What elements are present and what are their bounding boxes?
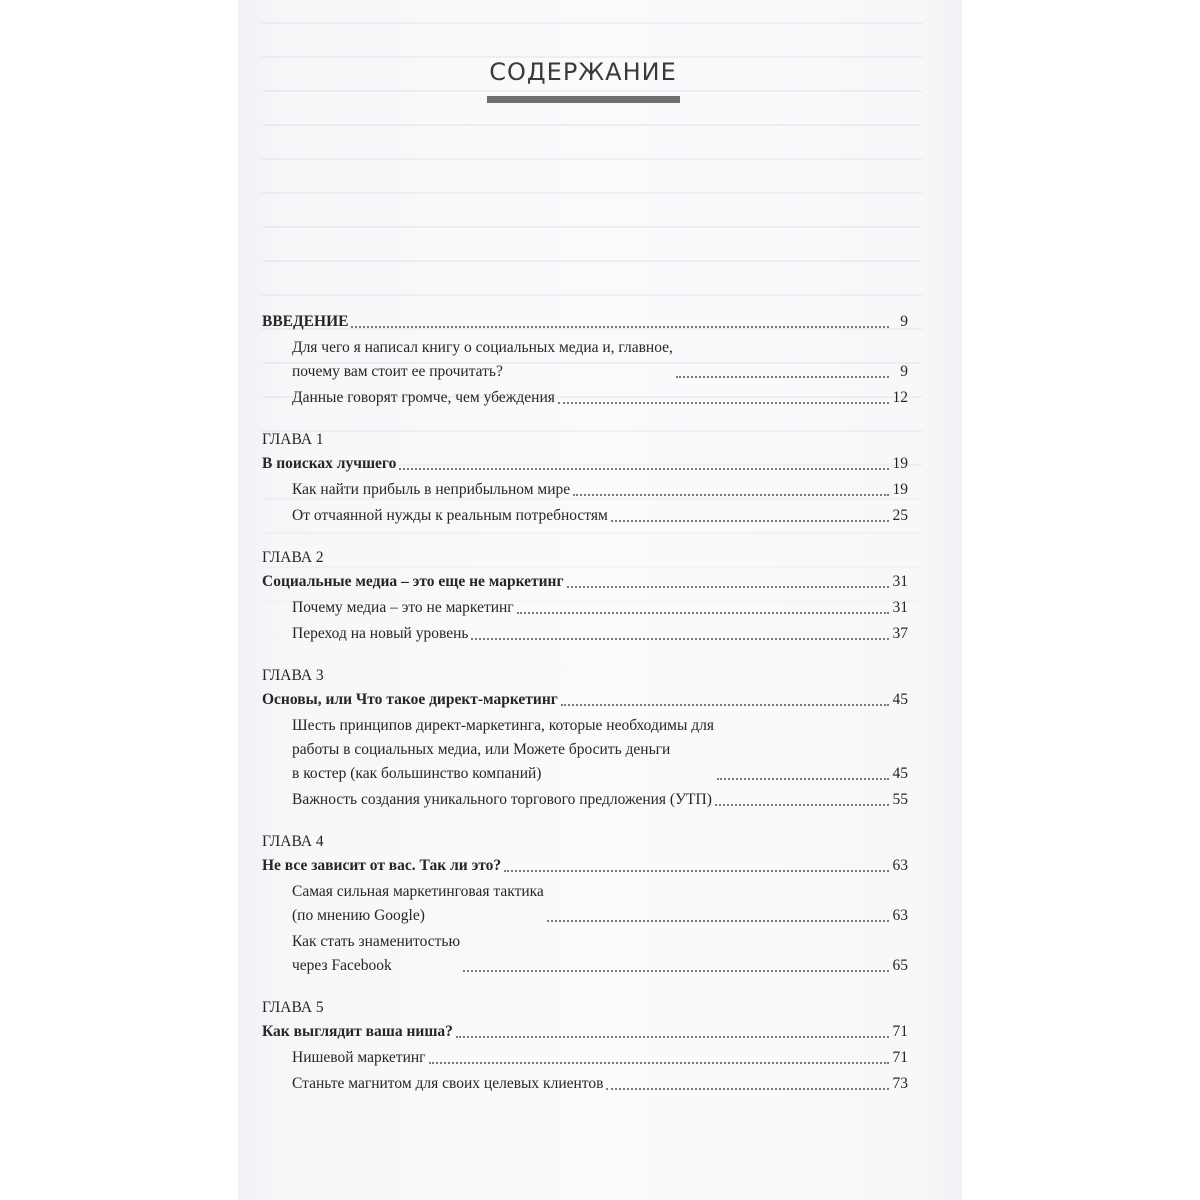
page-number: 71 — [892, 1023, 908, 1040]
toc-subentry — [262, 714, 908, 786]
toc-subentry-title: Для чего я написал книгу о социальных медиа и, главное, почему вам стоит ее прочитать? — [292, 339, 673, 380]
toc-entry-chapter — [262, 570, 908, 594]
dot-leader — [399, 468, 889, 470]
page-number: 65 — [892, 957, 908, 974]
toc-entry-title: ВВЕДЕНИЕ — [262, 313, 349, 330]
page-title: СОДЕРЖАНИЕ — [489, 58, 677, 86]
toc-subentry — [262, 880, 908, 928]
dot-leader — [463, 970, 889, 972]
toc-subentry — [262, 1072, 908, 1096]
page-number: 19 — [892, 455, 908, 472]
chapter-title: В поисках лучшего — [262, 455, 397, 472]
toc-subentry — [262, 622, 908, 646]
page-number: 37 — [892, 625, 908, 642]
toc-entry-chapter — [262, 452, 908, 476]
toc-subentry-title: Как стать знаменитостью через Facebook — [292, 933, 461, 974]
toc-subentry-title: Станьте магнитом для своих целевых клиентов — [292, 1075, 604, 1092]
chapter-label: ГЛАВА 5 — [262, 999, 324, 1016]
page-number: 63 — [892, 907, 908, 924]
toc-subentry-title: Почему медиа – это не маркетинг — [292, 599, 514, 616]
dot-leader — [611, 520, 889, 522]
toc-subentry-title: Важность создания уникального торгового предложения (УТП) — [292, 791, 712, 808]
page-number: 31 — [892, 573, 908, 590]
toc-subentry-title: Как найти прибыль в неприбыльном мире — [292, 481, 571, 498]
toc-entry-chapter — [262, 688, 908, 712]
page-number: 45 — [892, 691, 908, 708]
table-of-contents — [262, 310, 908, 1096]
chapter-label: ГЛАВА 4 — [262, 833, 324, 850]
page-number: 19 — [892, 481, 908, 498]
toc-subentry — [262, 1046, 908, 1070]
toc-subentry-title: Данные говорят громче, чем убеждения — [292, 389, 555, 406]
dot-leader — [547, 920, 889, 922]
chapter-label: ГЛАВА 3 — [262, 667, 324, 684]
toc-subentry-title: Самая сильная маркетинговая тактика (по мнению Google) — [292, 883, 544, 924]
chapter-title: Не все зависит от вас. Так ли это? — [262, 857, 502, 874]
dot-leader — [567, 586, 889, 588]
toc-subentry — [262, 930, 908, 978]
chapter-title: Как выглядит ваша ниша? — [262, 1023, 453, 1040]
dot-leader — [561, 704, 889, 706]
toc-subentry-title: От отчаянной нужды к реальным потребностям — [292, 507, 608, 524]
dot-leader — [517, 612, 889, 614]
page-number: 73 — [892, 1075, 908, 1092]
toc-entry-chapter — [262, 854, 908, 878]
title-underline — [487, 96, 680, 103]
toc-entry-chapter — [262, 1020, 908, 1044]
toc-subentry-title: Нишевой маркетинг — [292, 1049, 426, 1066]
toc-subentry — [262, 386, 908, 410]
dot-leader — [471, 638, 889, 640]
page-number: 9 — [900, 313, 908, 330]
dot-leader — [573, 494, 889, 496]
dot-leader — [676, 376, 889, 378]
chapter-title: Социальные медиа – это еще не маркетинг — [262, 573, 564, 590]
page-number: 55 — [892, 791, 908, 808]
dot-leader — [717, 778, 889, 780]
toc-subentry — [262, 504, 908, 528]
page-number: 63 — [892, 857, 908, 874]
toc-entry-intro — [262, 310, 908, 334]
page-number: 12 — [892, 389, 908, 406]
toc-subentry — [262, 596, 908, 620]
chapter-label: ГЛАВА 1 — [262, 431, 324, 448]
page-number: 45 — [892, 765, 908, 782]
dot-leader — [606, 1088, 889, 1090]
page-number: 71 — [892, 1049, 908, 1066]
toc-subentry-title: Шесть принципов директ-маркетинга, которые необходимы для работы в социальных медиа, или Можете бросить деньги в костер (как большинство компаний) — [292, 717, 714, 782]
page-number: 31 — [892, 599, 908, 616]
chapter-title: Основы, или Что такое директ-маркетинг — [262, 691, 558, 708]
dot-leader — [504, 870, 889, 872]
page-number: 9 — [900, 363, 908, 380]
dot-leader — [429, 1062, 889, 1064]
toc-subentry — [262, 336, 908, 384]
toc-subentry — [262, 788, 908, 812]
dot-leader — [558, 402, 889, 404]
toc-subentry — [262, 478, 908, 502]
chapter-label: ГЛАВА 2 — [262, 549, 324, 566]
dot-leader — [351, 326, 889, 328]
page-number: 25 — [892, 507, 908, 524]
dot-leader — [456, 1036, 889, 1038]
dot-leader — [715, 804, 889, 806]
toc-subentry-title: Переход на новый уровень — [292, 625, 469, 642]
